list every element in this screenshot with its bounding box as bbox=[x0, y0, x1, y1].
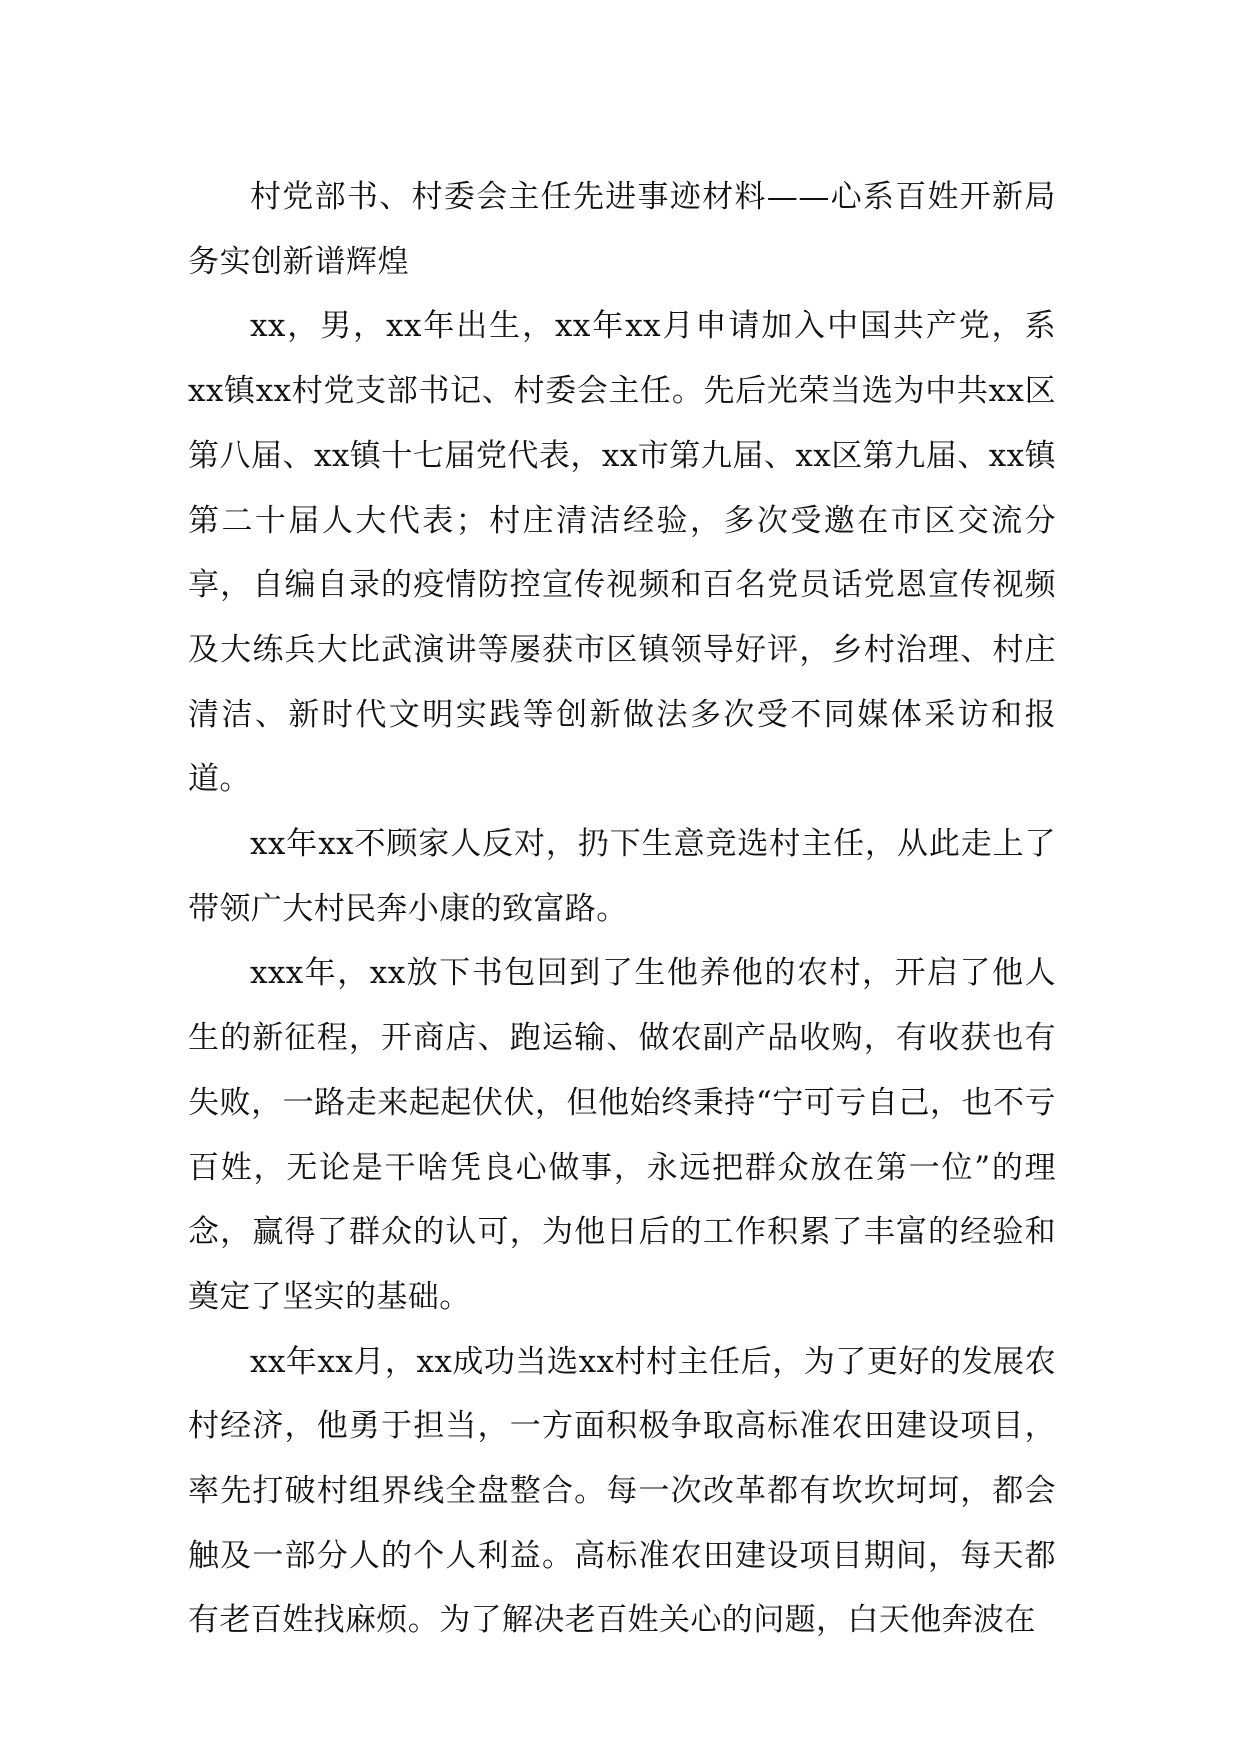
document-title: 村党部书、村委会主任先进事迹材料——心系百姓开新局务实创新谱辉煌 bbox=[188, 179, 1056, 280]
paragraph-intro: xx，男，xx年出生，xx年xx月申请加入中国共产党，系xx镇xx村党支部书记、村委会主任。先后光荣当选为中共xx区第八届、xx镇十七届党代表，xx市第九届、xx区第九届、xx镇第二十届人大代表；村庄清洁经验，多次受邀在市区交流分享，自编自录的疫情防控宣传视频和百名党员话党恩宣传视频及大练兵大比武演讲等屡获市区镇领导好评，乡村治理、村庄清洁、新时代文明实践等创新做法多次受不同媒体采访和报道。 bbox=[188, 308, 1056, 798]
document-body bbox=[188, 165, 1056, 1653]
paragraph-election: xx年xx不顾家人反对，扔下生意竞选村主任，从此走上了带领广大村民奔小康的致富路。 bbox=[188, 826, 1056, 927]
paragraph-reform: xx年xx月，xx成功当选xx村村主任后，为了更好的发展农村经济，他勇于担当，一方面积极争取高标准农田建设项目，率先打破村组界线全盘整合。每一次改革都有坎坎坷坷，都会触及一部分人的个人利益。高标准农田建设项目期间，每天都有老百姓找麻烦。为了解决老百姓关心的问题，白天他奔波在 bbox=[188, 1343, 1056, 1639]
paragraph-background: xxx年，xx放下书包回到了生他养他的农村，开启了他人生的新征程，开商店、跑运输、做农副产品收购，有收获也有失败，一路走来起起伏伏，但他始终秉持“宁可亏自己，也不亏百姓，无论是干啥凭良心做事，永远把群众放在第一位”的理念，赢得了群众的认可，为他日后的工作积累了丰富的经验和奠定了坚实的基础。 bbox=[188, 955, 1056, 1315]
